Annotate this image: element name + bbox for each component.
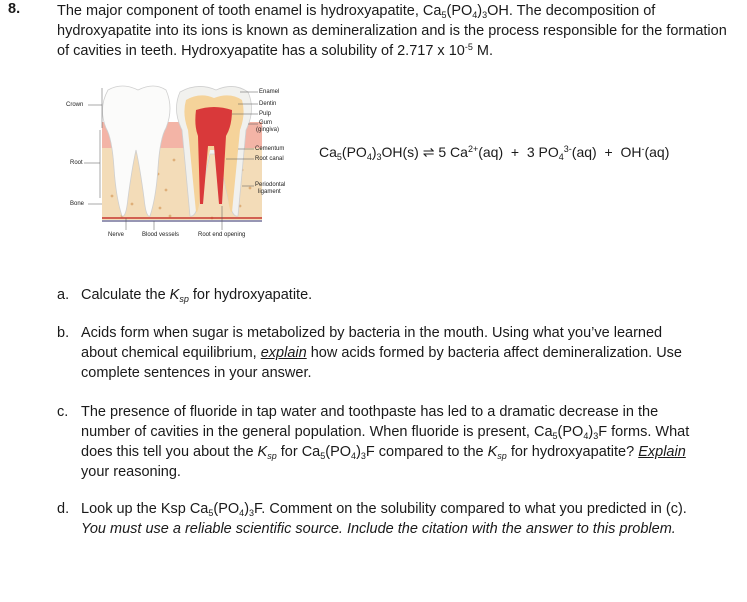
label-periodontal: Periodontal — [255, 182, 286, 188]
label-dentin: Dentin — [259, 101, 277, 107]
equilibrium-arrow: ⇌ — [422, 144, 435, 160]
label-gum: Gum — [259, 120, 273, 126]
label-enamel: Enamel — [259, 89, 280, 95]
dissociation-equation: $Ca_5(PO_4)_3OH(s)$ ⇌ 5 $Ca^{2+}(aq) + 3$ $PO_4^{3-}(aq) + OH^-(aq)$ — [319, 144, 670, 162]
label-gingiva: (gingiva) — [256, 127, 280, 133]
label-bone: Bone — [70, 201, 85, 207]
label-root-canal: Root canal — [255, 156, 284, 162]
label-nerve: Nerve — [108, 232, 125, 238]
label-blood-vessels: Blood vessels — [142, 232, 180, 238]
question-number: 8. — [8, 1, 21, 17]
label-root-end-opening: Root end opening — [198, 232, 246, 238]
label-crown: Crown — [66, 102, 84, 108]
tooth-anatomy-diagram — [62, 78, 286, 258]
label-pulp: Pulp — [259, 111, 272, 117]
question-intro: The major component of tooth enamel is hydroxyapatite, $Ca_5(PO_4)_3OH$. The decomposition of hydroxyapatite into its ions is known as demineralization and is the process responsible for the formation of cavities in teeth. Hydroxyapatite has a solubility of 2.717 x $10^{-5}$ M. — [57, 3, 727, 59]
label-root: Root — [70, 160, 83, 166]
label-cementum: Cementum — [255, 146, 285, 152]
label-ligament: ligament — [258, 189, 281, 195]
